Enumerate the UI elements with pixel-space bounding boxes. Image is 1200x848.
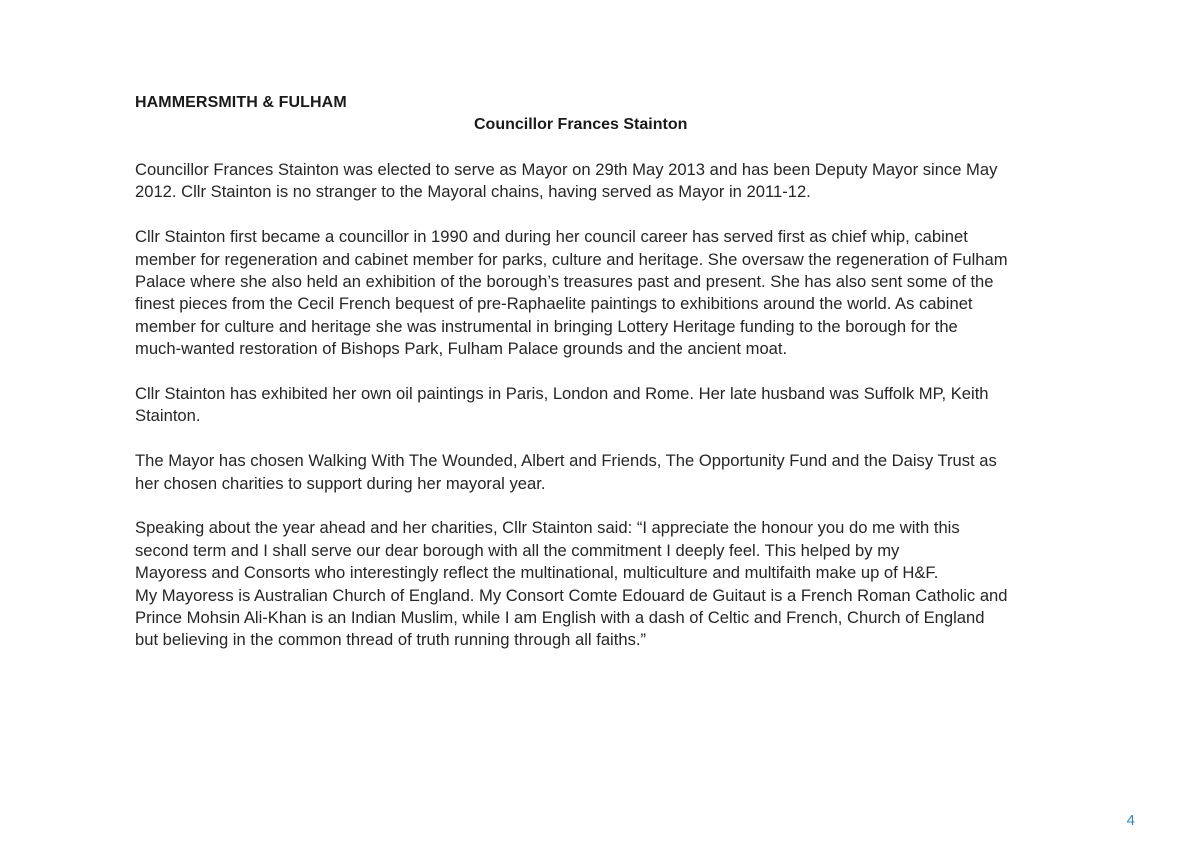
paragraph-charities	[135, 450, 1045, 495]
councillor-title: Councillor Frances Stainton	[474, 116, 688, 133]
text-line: Mayoress and Consorts who interestingly reflect the multinational, multiculture and multifaith make up of H&F.	[135, 563, 939, 583]
paragraph-career	[135, 226, 1045, 360]
text-line: My Mayoress is Australian Church of England. My Consort Comte Edouard de Guitaut is a French Roman Catholic and	[135, 585, 1008, 605]
text-line: Cllr Stainton has exhibited her own oil paintings in Paris, London and Rome. Her late husband was Suffolk MP, Keith	[135, 384, 989, 404]
text-line: Speaking about the year ahead and her charities, Cllr Stainton said: “I appreciate the honour you do me with this	[135, 518, 960, 538]
text-line: member for regeneration and cabinet member for parks, culture and heritage. She oversaw the regeneration of Fulham	[135, 249, 1008, 269]
borough-heading: HAMMERSMITH & FULHAM	[135, 94, 347, 111]
text-line: 2012. Cllr Stainton is no stranger to the Mayoral chains, having served as Mayor in 2011-12.	[135, 182, 811, 202]
text-line: finest pieces from the Cecil French bequest of pre-Raphaelite paintings to exhibitions around the world. As cabinet	[135, 294, 973, 314]
text-line: Stainton.	[135, 406, 201, 426]
text-line: member for culture and heritage she was instrumental in bringing Lottery Heritage funding to the borough for the	[135, 316, 958, 336]
text-line: Councillor Frances Stainton was elected to serve as Mayor on 29th May 2013 and has been Deputy Mayor since May	[135, 160, 998, 179]
text-line: Palace where she also held an exhibition of the borough’s treasures past and present. She has also sent some of the	[135, 272, 994, 292]
page-number: 4	[1126, 812, 1135, 829]
paragraph-election	[135, 159, 1045, 204]
paragraph-quote	[135, 517, 1045, 651]
text-line: but believing in the common thread of truth running through all faiths.”	[135, 630, 647, 650]
text-line: Prince Mohsin Ali-Khan is an Indian Muslim, while I am English with a dash of Celtic and French, Church of England	[135, 608, 985, 628]
text-line: Cllr Stainton first became a councillor in 1990 and during her council career has served first as chief whip, cabinet	[135, 227, 968, 247]
paragraph-paintings	[135, 383, 1045, 428]
text-line: much-wanted restoration of Bishops Park, Fulham Palace grounds and the ancient moat.	[135, 339, 788, 359]
text-line: her chosen charities to support during her mayoral year.	[135, 473, 546, 493]
body-text	[135, 159, 1045, 674]
text-line: The Mayor has chosen Walking With The Wounded, Albert and Friends, The Opportunity Fund and the Daisy Trust as	[135, 451, 997, 471]
text-line: second term and I shall serve our dear borough with all the commitment I deeply feel. This helped by my	[135, 540, 900, 560]
